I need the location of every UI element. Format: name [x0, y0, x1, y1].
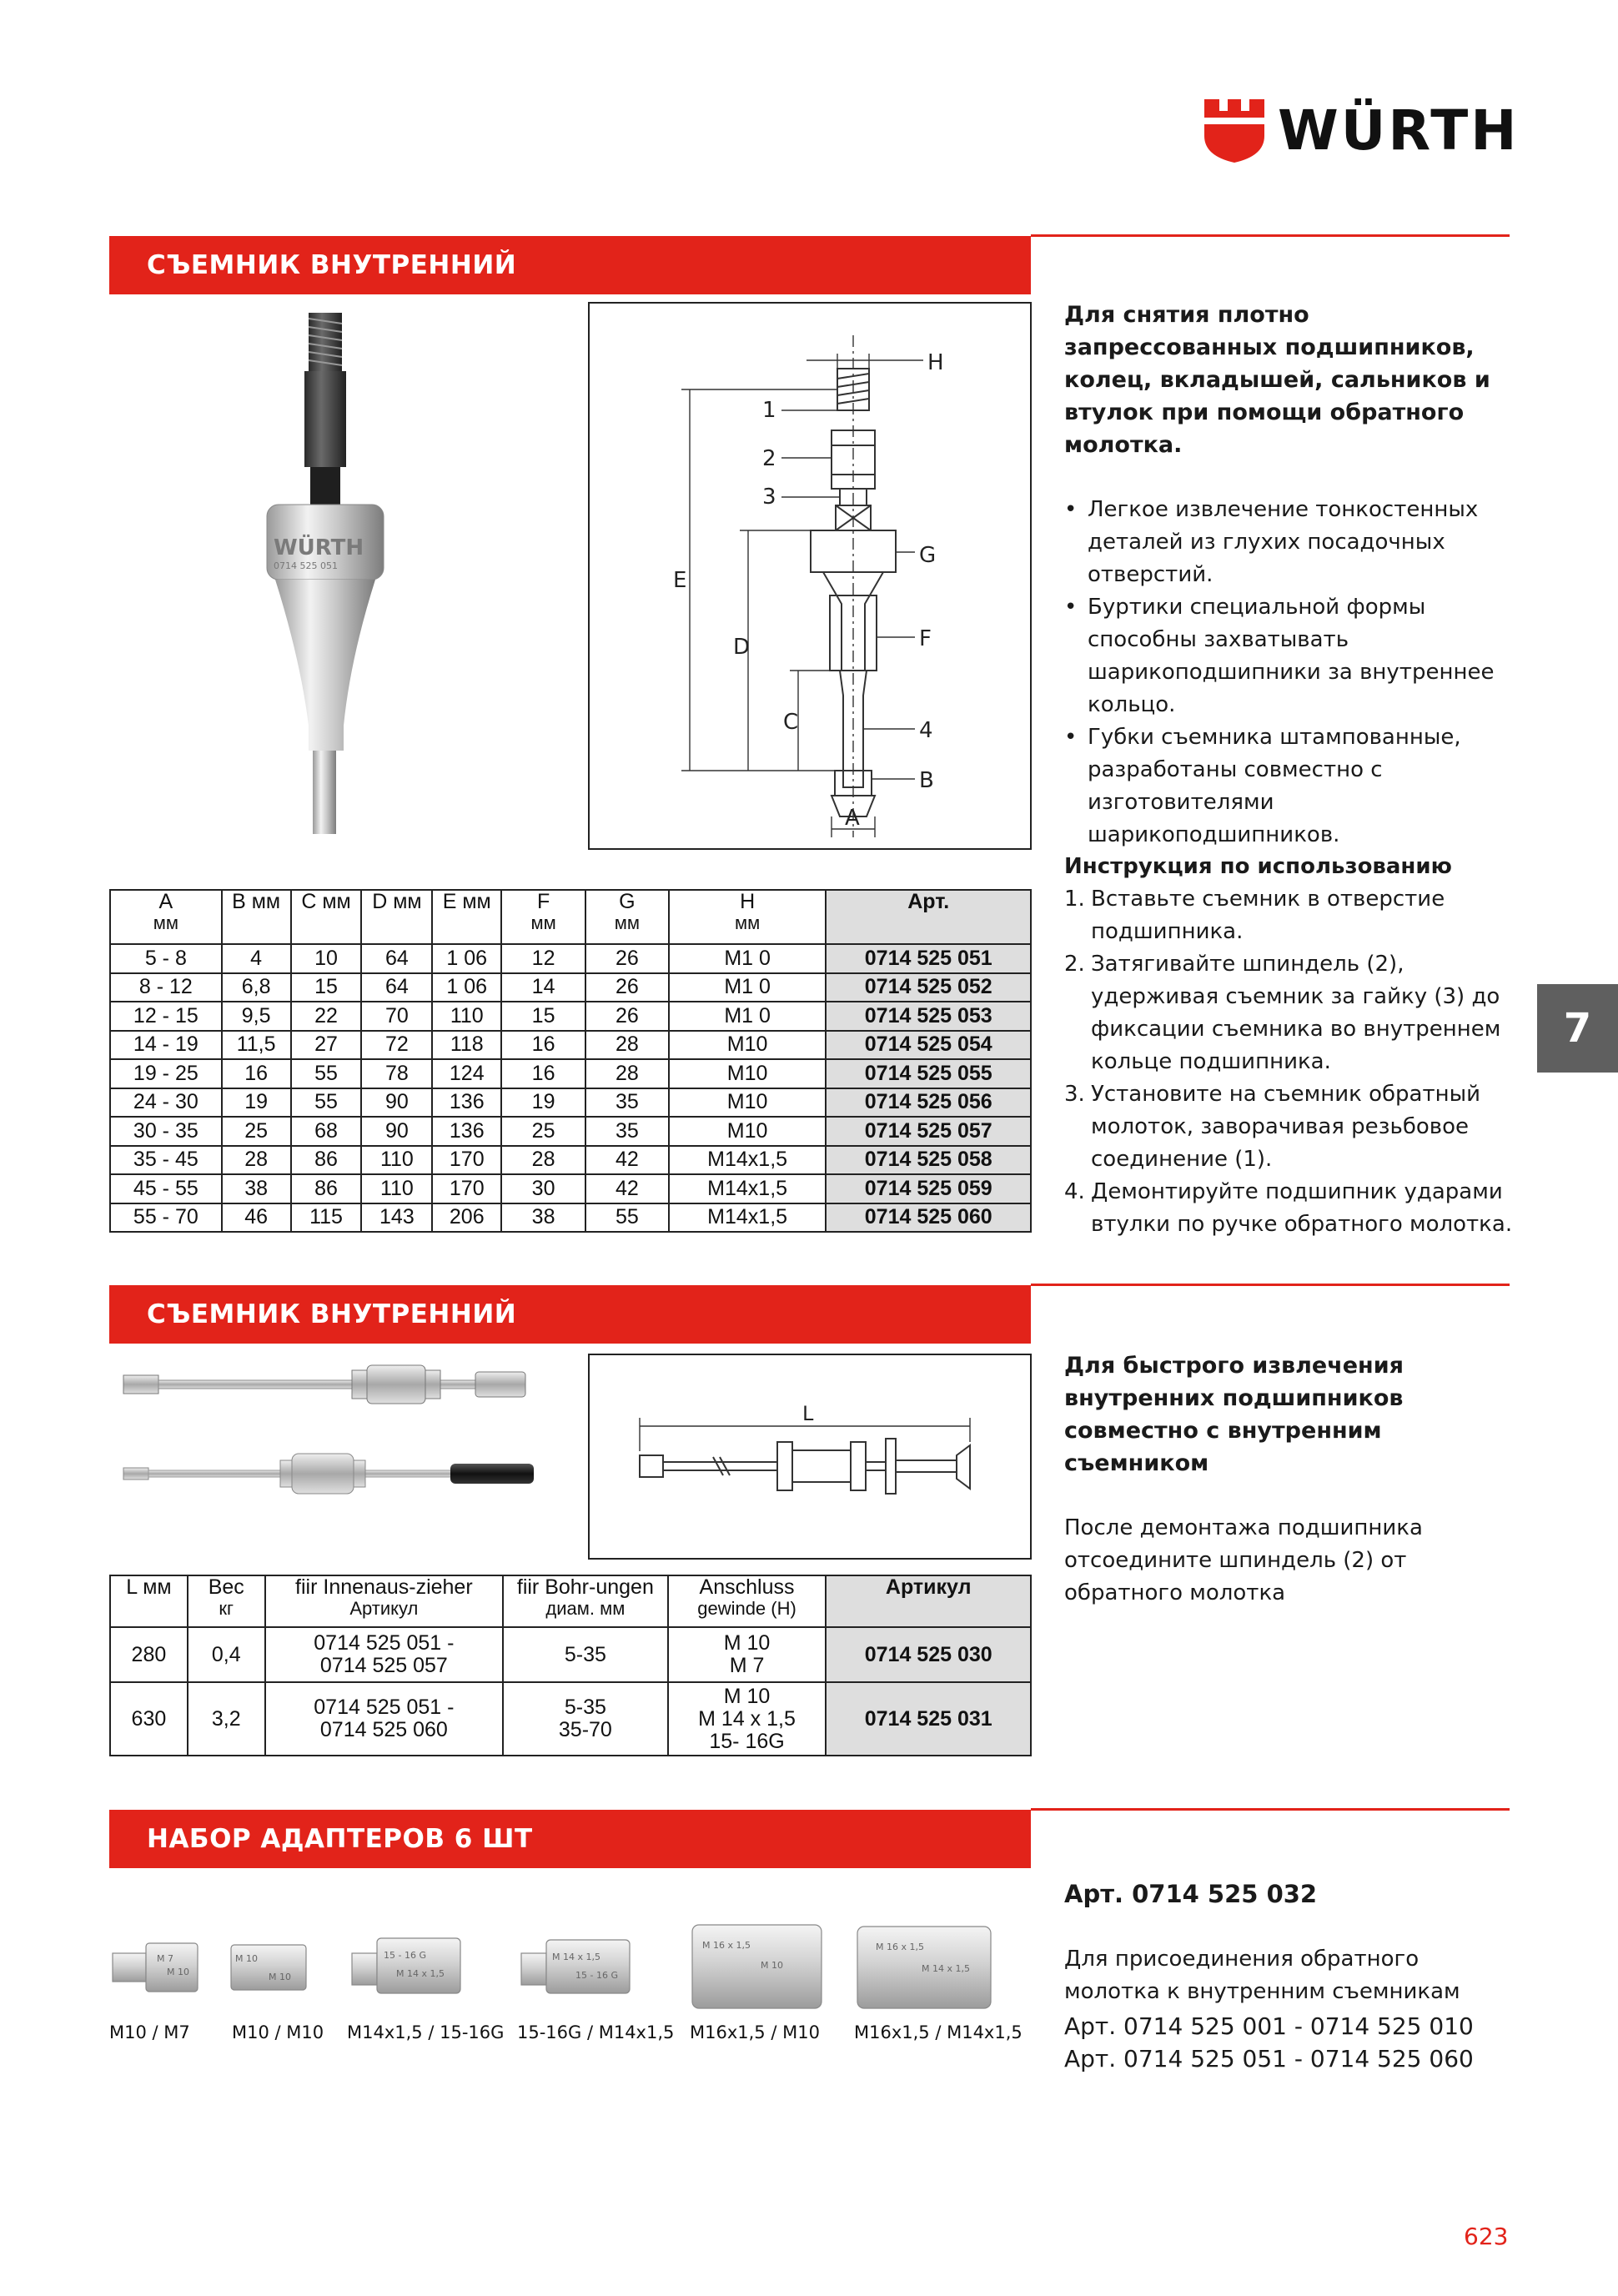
table-cell: 38 [222, 1174, 291, 1203]
col-bore-diameter: fiir Bohr-ungen диам. мм [503, 1575, 668, 1627]
diagram-label-2: 2 [762, 446, 776, 471]
table-cell: 26 [585, 944, 669, 973]
adapter-label: 15-16G / M14x1,5 [517, 2022, 675, 2042]
table-cell: 14 [501, 973, 585, 1002]
puller-spec-table [109, 889, 1032, 1233]
section-2-title: СЪЕМНИК ВНУТРЕННИЙ [147, 1299, 517, 1329]
article-number: 0714 525 052 [826, 973, 1031, 1002]
svg-text:M 14 x 1,5: M 14 x 1,5 [552, 1952, 600, 1962]
col-a: A мм [110, 890, 222, 944]
table-row: 280 0,4 0714 525 051 - 0714 525 057 5-35 M 10 M 7 0714 525 030 [110, 1627, 1031, 1682]
puller-dimension-diagram [588, 302, 1032, 850]
table-cell: 16 [222, 1059, 291, 1088]
table-cell: 115 [291, 1203, 362, 1233]
article-number: 0714 525 057 [826, 1117, 1031, 1146]
article-number: 0714 525 059 [826, 1174, 1031, 1203]
table-cell: 11,5 [222, 1031, 291, 1060]
puller-engraving-code: 0714 525 051 [274, 560, 338, 571]
article-number: 0714 525 053 [826, 1002, 1031, 1031]
table-cell: 25 [501, 1117, 585, 1146]
diagram-label-b: B [919, 768, 934, 793]
table-cell: 8 - 12 [110, 973, 222, 1002]
col-weight: Вес кг [188, 1575, 265, 1627]
chapter-tab: 7 [1537, 984, 1618, 1073]
table-cell: 24 - 30 [110, 1088, 222, 1118]
table-cell: 64 [361, 973, 432, 1002]
table-cell: 86 [291, 1146, 362, 1175]
section-2-lead: Для быстрого извлечения внутренних подшипников совместно с внутренним съемником [1064, 1353, 1404, 1476]
diagram-label-l: L [802, 1402, 814, 1425]
diagram-label-c: C [783, 710, 799, 735]
col-b: B мм [222, 890, 291, 944]
table-row [110, 1088, 1031, 1118]
article-number: 0714 525 056 [826, 1088, 1031, 1118]
svg-text:M 10: M 10 [167, 1967, 189, 1977]
svg-text:M 10: M 10 [761, 1960, 783, 1971]
section-1-rule [1031, 234, 1510, 237]
table-cell: 136 [432, 1117, 501, 1146]
table-row [110, 1031, 1031, 1060]
table-cell: 16 [501, 1059, 585, 1088]
svg-text:M 10: M 10 [235, 1953, 258, 1964]
feature-item: • Буртики специальной формы способны захватывать шарикоподшипники за внутреннее кольцо. [1064, 591, 1515, 721]
table-cell: 26 [585, 1002, 669, 1031]
table-cell: 90 [361, 1117, 432, 1146]
table-cell: 170 [432, 1146, 501, 1175]
slide-hammer-photo [117, 1355, 542, 1514]
internal-puller-photo [250, 300, 417, 842]
adapter-label: M16x1,5 / M10 [690, 2022, 820, 2042]
table-cell: 136 [432, 1088, 501, 1118]
table-cell: 12 - 15 [110, 1002, 222, 1031]
col-d: D мм [361, 890, 432, 944]
col-thread: Anschluss gewinde (H) [668, 1575, 827, 1627]
table-cell: 30 [501, 1174, 585, 1203]
table-cell: 110 [361, 1174, 432, 1203]
diagram-label-e: E [673, 568, 687, 593]
table-cell: 55 [291, 1059, 362, 1088]
feature-item: • Легкое извлечение тонкостенных деталей из глухих посадочных отверстий. [1064, 494, 1515, 591]
table-cell: 110 [361, 1146, 432, 1175]
compatibility-range: Арт. 0714 525 001 - 0714 525 010 [1064, 2012, 1474, 2040]
table-cell: 42 [585, 1146, 669, 1175]
table-row [110, 1117, 1031, 1146]
diagram-label-d: D [733, 635, 751, 660]
table-cell: 5 - 8 [110, 944, 222, 973]
col-g: G мм [585, 890, 669, 944]
table-row [110, 1146, 1031, 1175]
adapter-set-photo [108, 1893, 1034, 2010]
table-cell: 16 [501, 1031, 585, 1060]
col-article: Артикул [826, 1575, 1031, 1627]
table-cell: 143 [361, 1203, 432, 1233]
table-cell: 9,5 [222, 1002, 291, 1031]
table-cell: 55 [291, 1088, 362, 1118]
table-cell: 68 [291, 1117, 362, 1146]
table-cell: 35 - 45 [110, 1146, 222, 1175]
table-cell: M10 [669, 1031, 827, 1060]
col-article: Арт. [826, 890, 1031, 944]
usage-instructions-title: Инструкция по использованию [1064, 854, 1452, 879]
section-1-lead: Для снятия плотно запрессованных подшипников, колец, вкладышей, сальников и втулок при помощи обратного молотка. [1064, 302, 1490, 458]
table-cell: 19 [501, 1088, 585, 1118]
instruction-step: 4. Демонтируйте подшипник ударами втулки по ручке обратного молотка. [1064, 1179, 1513, 1237]
section-3-header [109, 1810, 1031, 1868]
table-row [110, 1059, 1031, 1088]
table-cell: 14 - 19 [110, 1031, 222, 1060]
article-number: 0714 525 054 [826, 1031, 1031, 1060]
table-cell: 27 [291, 1031, 362, 1060]
col-e: E мм [432, 890, 501, 944]
adapter-set-article: Арт. 0714 525 032 [1064, 1880, 1318, 1908]
svg-text:M 7: M 7 [157, 1953, 173, 1964]
adapter-set-description: Для присоединения обратного молотка к внутренним съемникам [1064, 1947, 1460, 2004]
diagram-label-3: 3 [762, 485, 776, 510]
slide-hammer-diagram [588, 1354, 1032, 1560]
table-cell: M1 0 [669, 973, 827, 1002]
table-cell: 64 [361, 944, 432, 973]
table-cell: 22 [291, 1002, 362, 1031]
table-cell: 25 [222, 1117, 291, 1146]
table-cell: 19 - 25 [110, 1059, 222, 1088]
table-cell: 28 [501, 1146, 585, 1175]
adapter-compatibility [1064, 2010, 1515, 2075]
table-row [110, 1002, 1031, 1031]
section-3-rule [1031, 1808, 1510, 1811]
table-cell: 1 06 [432, 944, 501, 973]
diagram-label-1: 1 [762, 398, 776, 423]
table-cell: 55 [585, 1203, 669, 1233]
wurth-logo [1201, 98, 1520, 164]
section-2-rule [1031, 1284, 1510, 1286]
instruction-step: 1. Вставьте съемник в отверстие подшипника. [1064, 887, 1445, 944]
table-cell: 10 [291, 944, 362, 973]
col-length: L мм [110, 1575, 188, 1627]
slide-hammer-table [109, 1575, 1032, 1756]
col-c: C мм [291, 890, 362, 944]
table-cell: M1 0 [669, 944, 827, 973]
table-cell: 15 [291, 973, 362, 1002]
diagram-label-h: H [927, 350, 944, 375]
table-cell: 38 [501, 1203, 585, 1233]
col-f: F мм [501, 890, 585, 944]
table-cell: 28 [222, 1146, 291, 1175]
table-cell: 42 [585, 1174, 669, 1203]
compatibility-range: Арт. 0714 525 051 - 0714 525 060 [1064, 2045, 1474, 2072]
adapter-label: M10 / M10 [232, 2022, 324, 2042]
instruction-step: 3. Установите на съемник обратный молоток, заворачивая резьбовое соединение (1). [1064, 1082, 1481, 1172]
table-cell: 78 [361, 1059, 432, 1088]
instruction-step: 2. Затягивайте шпиндель (2), удерживая съемник за гайку (3) до фиксации съемника во внутреннем кольце подшипника. [1064, 952, 1501, 1074]
svg-text:M 14 x 1,5: M 14 x 1,5 [922, 1963, 970, 1974]
wurth-logo-icon [1201, 98, 1268, 164]
table-cell: 46 [222, 1203, 291, 1233]
adapter-label: M14x1,5 / 15-16G [347, 2022, 505, 2042]
article-number: 0714 525 055 [826, 1059, 1031, 1088]
article-number: 0714 525 060 [826, 1203, 1031, 1233]
table-cell: 26 [585, 973, 669, 1002]
table-cell: M14x1,5 [669, 1146, 827, 1175]
table-cell: 124 [432, 1059, 501, 1088]
svg-text:M 10: M 10 [269, 1972, 291, 1982]
table-cell: 86 [291, 1174, 362, 1203]
table-cell: M14x1,5 [669, 1174, 827, 1203]
section-1-features [1064, 494, 1515, 852]
diagram-label-f: F [919, 626, 932, 651]
table-cell: 1 06 [432, 973, 501, 1002]
table-cell: 206 [432, 1203, 501, 1233]
table-cell: M10 [669, 1088, 827, 1118]
section-1-title: СЪЕМНИК ВНУТРЕННИЙ [147, 250, 517, 280]
svg-text:M 16 x 1,5: M 16 x 1,5 [876, 1942, 924, 1952]
diagram-label-a: A [845, 806, 860, 831]
table-cell: 55 - 70 [110, 1203, 222, 1233]
col-for-pullers: fiir Innenaus-zieher Артикул [265, 1575, 503, 1627]
table-cell: 28 [585, 1031, 669, 1060]
table-cell: 28 [585, 1059, 669, 1088]
article-number: 0714 525 058 [826, 1146, 1031, 1175]
logo-wordmark: WÜRTH [1278, 98, 1520, 163]
section-1-header [109, 236, 1031, 294]
table-cell: 6,8 [222, 973, 291, 1002]
table-cell: 15 [501, 1002, 585, 1031]
section-2-body: После демонтажа подшипника отсоедините шпиндель (2) от обратного молотка [1064, 1515, 1423, 1605]
table-cell: 12 [501, 944, 585, 973]
table-cell: M1 0 [669, 1002, 827, 1031]
col-h: H мм [669, 890, 827, 944]
diagram-label-4: 4 [919, 718, 933, 743]
svg-text:15 - 16 G: 15 - 16 G [575, 1970, 618, 1981]
table-cell: 4 [222, 944, 291, 973]
article-number: 0714 525 051 [826, 944, 1031, 973]
table-cell: M10 [669, 1117, 827, 1146]
table-cell: 90 [361, 1088, 432, 1118]
svg-text:M 14 x 1,5: M 14 x 1,5 [396, 1968, 445, 1979]
table-cell: 19 [222, 1088, 291, 1118]
diagram-label-g: G [919, 543, 937, 568]
table-cell: 118 [432, 1031, 501, 1060]
table-row [110, 944, 1031, 973]
adapter-label: M10 / M7 [109, 2022, 190, 2042]
table-cell: 72 [361, 1031, 432, 1060]
table-row [110, 1174, 1031, 1203]
table-cell: 170 [432, 1174, 501, 1203]
table-cell: M10 [669, 1059, 827, 1088]
usage-instructions [1064, 851, 1515, 1241]
table-cell: 70 [361, 1002, 432, 1031]
section-3-title: НАБОР АДАПТЕРОВ 6 ШТ [147, 1824, 533, 1854]
puller-engraving-brand: WÜRTH [274, 535, 364, 560]
table-row [110, 973, 1031, 1002]
table-row [110, 1203, 1031, 1233]
section-2-header [109, 1285, 1031, 1344]
page-number: 623 [1464, 2223, 1509, 2250]
table-row: 630 3,2 0714 525 051 - 0714 525 060 5-35 35-70 M 10 M 14 x 1,5 15- 16G 0714 525 031 [110, 1682, 1031, 1756]
table-cell: 30 - 35 [110, 1117, 222, 1146]
table-cell: M14x1,5 [669, 1203, 827, 1233]
table-cell: 110 [432, 1002, 501, 1031]
svg-text:M 16 x 1,5: M 16 x 1,5 [702, 1940, 751, 1951]
adapter-label: M16x1,5 / M14x1,5 [854, 2022, 1023, 2042]
table-cell: 35 [585, 1088, 669, 1118]
feature-item: • Губки съемника штампованные, разработаны совместно с изготовителями шарикоподшипников. [1064, 721, 1515, 852]
table-cell: 35 [585, 1117, 669, 1146]
table-cell: 45 - 55 [110, 1174, 222, 1203]
svg-text:15 - 16 G: 15 - 16 G [384, 1950, 426, 1961]
